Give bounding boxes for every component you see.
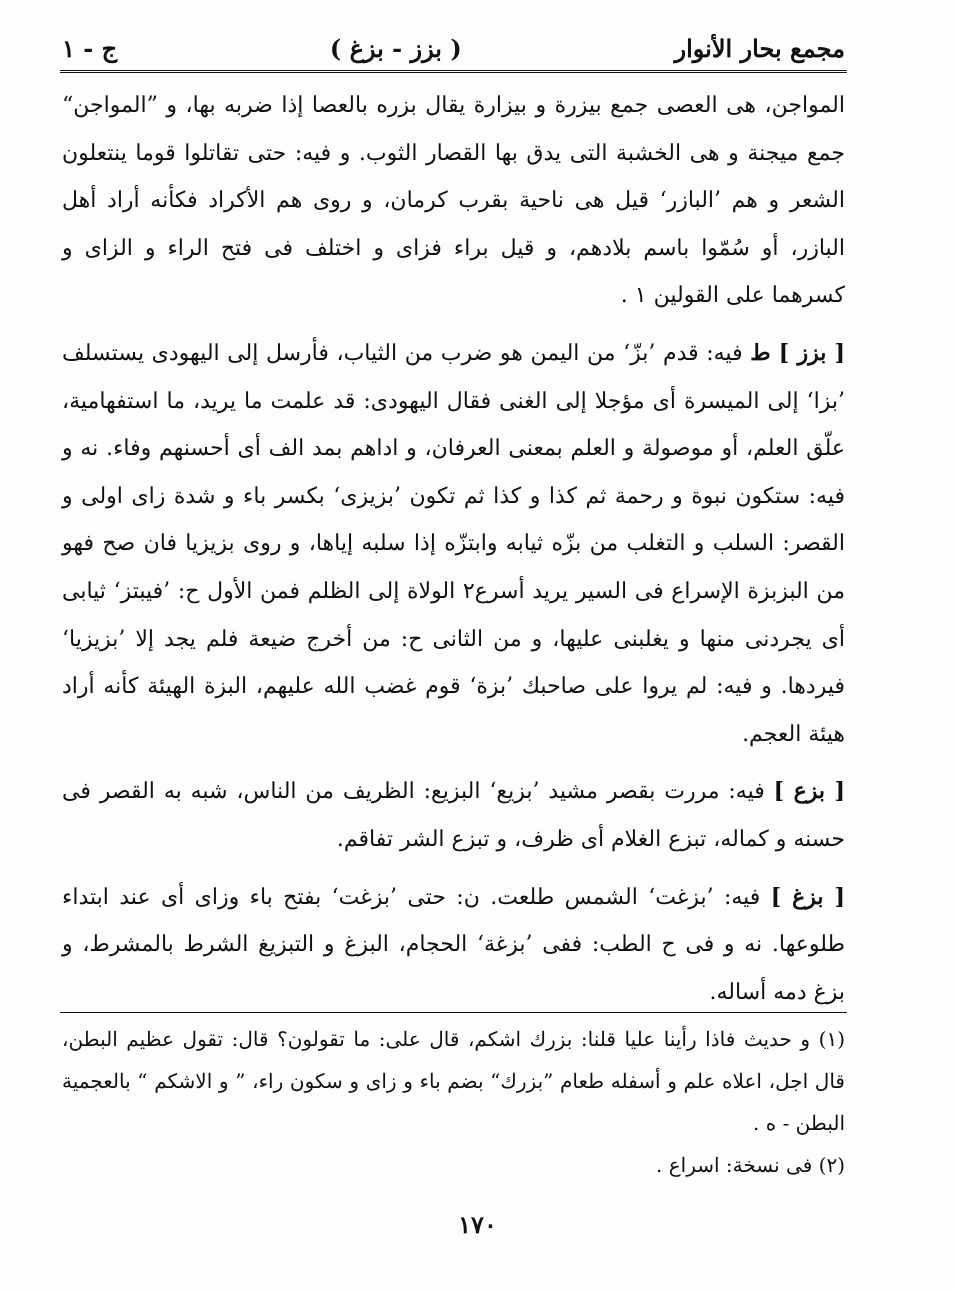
entry-bazagh (62, 874, 845, 1017)
paragraph-text: المواجن، هى العصى جمع بيزرة و بيزارة يقال بزره بالعصا إذا ضربه بها، و ”المواجن“ جمع ميجنة و هى الخشبة التى يدق بها القصار الثوب. و فيه: حتى تقاتلوا قوما ينتعلون الشعر و هم ’البازر‘ قيل هى ناحية بقرب كرمان، و روى هم الأكراد فكأنه أراد أهل البازر، أو سُمّوا باسم بلادهم، و قيل براء فزاى و اختلف فى فتح الراء و الزاى و كسرهما على القولين ١ . (62, 93, 845, 309)
entry-bazz (62, 330, 845, 758)
paragraph-intro (62, 82, 845, 320)
page-number: ١٧٠ (458, 1210, 497, 1239)
footnote-divider (60, 1012, 847, 1013)
entry-text: فيه: قدم ’بزّ‘ من اليمن هو ضرب من الثياب، فأرسل إلى اليهودى يستسلف ’بزا‘ إلى الميسرة أى مؤجلا إلى الغنى فقال اليهودى: قد علمت ما يريد، ما استفهامية، علّق العلم، أو موصولة و العلم بمعنى العرفان، و اداهم بمد الف أى أحسنهم وفاء. نه و فيه: ستكون نبوة و رحمة ثم كذا و كذا ثم تكون ’بزيزى‘ بكسر باء و شدة زاى اولى و القصر: السلب و التغلب من بزّه ثيابه وابتزّه إذا سلبه إياها، و روى بزيزيا فان صح فهو من البزبزة الإسراع فى السير يريد أسرع٢ الولاة إلى الظلم فمن الأول ح: ’فيبتز‘ ثيابى أى يجردنى منها و يغلبنى عليها، و من الثانى ح: من أخرج ضيعة فلم يجد إلا ’بزيزيا‘ فيردها. و فيه: لم يروا على صاحبك ’بزة‘ قوم غضب الله عليهم، البزة الهيئة كأنه أراد هيئة العجم. (62, 340, 845, 747)
entry-bazi (62, 768, 845, 863)
running-header (62, 28, 845, 68)
footnote-2: (٢) فى نسخة: اسراع . (655, 1153, 845, 1177)
entry-text: فيه: مررت بقصر مشيد ’بزيع‘ البزيع: الظريف من الناس، شبه به القصر فى حسنه و كماله، تبزع الغلام أى ظرف، و تبزع الشر تفاقم. (62, 779, 845, 852)
entry-heading: [ بزغ ] (770, 883, 845, 910)
section-label: ( بزز - بزغ ) (329, 33, 462, 63)
entry-heading: [ بزع ] (773, 778, 845, 805)
footnotes (62, 1018, 845, 1186)
volume-label: ج - ١ (62, 33, 118, 63)
header-divider (60, 70, 847, 73)
footnote-1: (١) و حديث فاذا رأينا عليا قلنا: بزرك اشكم، قال على: ما تقولون؟ قال: تقول عظيم البطن، قال اجل، اعلاه علم و أسفله طعام ”بزرك“ بضم باء و زاى و سكون راء، ” و الاشكم “ بالعجمية البطن - ه . (62, 1027, 845, 1135)
book-title: مجمع بحار الأنوار (674, 33, 845, 63)
entry-text: فيه: ’بزغت‘ الشمس طلعت. ن: حتى ’بزغت‘ بفتح باء وزاى أى عند ابتداء طلوعها. نه و فى ح الطب: ففى ’بزغة‘ الحجام، البزغ و التبزيغ الشرط بالمشرط، و بزغ دمه أساله. (62, 884, 845, 1005)
entry-heading: [ بزز ] ط (750, 339, 846, 366)
main-text (62, 82, 845, 1016)
